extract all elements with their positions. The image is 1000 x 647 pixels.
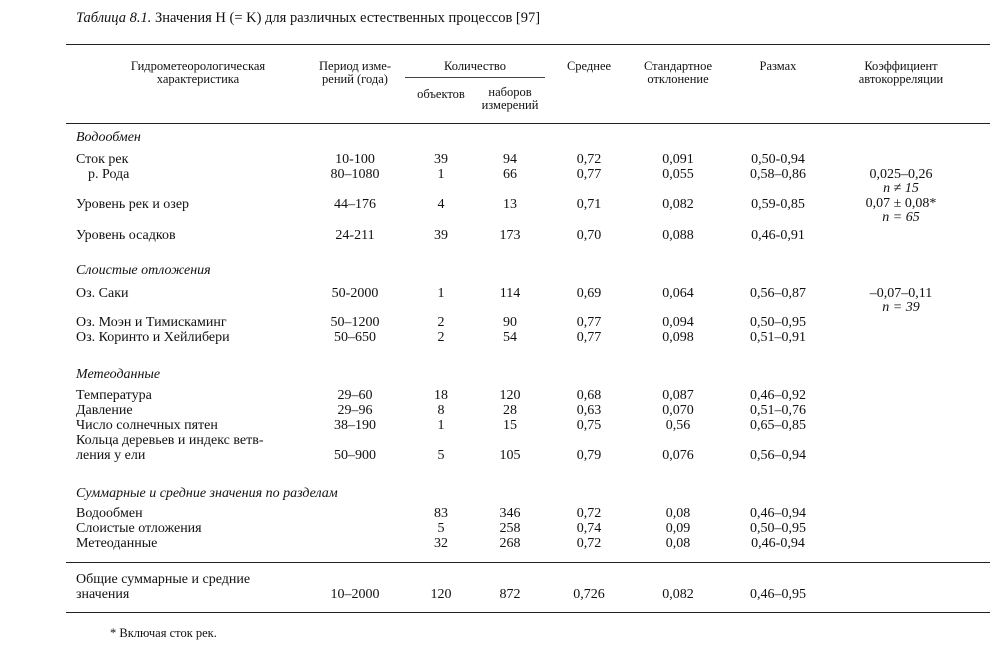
autocorr-a2: n ≠ 15 — [883, 181, 919, 196]
cell-std: 0,08 — [665, 536, 691, 551]
cell-mean: 0,71 — [576, 197, 602, 212]
header-period: Период изме- рений (года) — [319, 59, 391, 86]
header-range: Размах — [759, 59, 797, 73]
cell-range: 0,58–0,86 — [750, 167, 806, 182]
cell-name: Общие суммарные и средние — [76, 572, 251, 587]
cell-name-cont: ления у ели — [76, 448, 146, 463]
cell-mean: 0,69 — [576, 286, 602, 301]
cell-objects: 1 — [437, 286, 445, 301]
cell-name: Водообмен — [76, 506, 143, 521]
cell-std: 0,56 — [665, 418, 691, 433]
cell-objects: 39 — [434, 152, 448, 167]
cell-std: 0,055 — [662, 167, 694, 182]
cell-objects: 1 — [437, 167, 445, 182]
cell-name: Температура — [76, 388, 152, 403]
cell-sets: 66 — [503, 167, 517, 182]
cell-mean: 0,77 — [576, 330, 602, 345]
cell-mean: 0,68 — [576, 388, 602, 403]
cell-mean: 0,726 — [573, 587, 605, 602]
cell-sets: 15 — [503, 418, 517, 433]
cell-sets: 120 — [499, 388, 521, 403]
cell-range: 0,59-0,85 — [751, 197, 805, 212]
cell-period: 50–900 — [334, 448, 376, 463]
header-bottom-rule — [66, 123, 990, 124]
cell-objects: 5 — [437, 521, 445, 536]
header-characteristic: Гидрометеорологическая характеристика — [130, 59, 266, 86]
cell-name-cont: значения — [76, 587, 130, 602]
cell-range: 0,56–0,87 — [750, 286, 806, 301]
table-caption — [76, 10, 540, 27]
header-quantity: Количество — [444, 59, 506, 73]
cell-range: 0,51–0,91 — [750, 330, 806, 345]
cell-sets: 872 — [499, 587, 521, 602]
cell-period: 38–190 — [334, 418, 376, 433]
cell-std: 0,076 — [662, 448, 694, 463]
cell-name: р. Рода — [88, 167, 130, 182]
cell-mean: 0,70 — [576, 228, 602, 243]
cell-sets: 90 — [503, 315, 517, 330]
cell-period: 24-211 — [335, 228, 375, 243]
cell-sets: 28 — [503, 403, 517, 418]
cell-name: Уровень рек и озер — [76, 197, 190, 212]
cell-std: 0,091 — [662, 152, 694, 167]
cell-std: 0,064 — [662, 286, 694, 301]
cell-std: 0,082 — [662, 197, 694, 212]
cell-range: 0,51–0,76 — [750, 403, 806, 418]
autocorr-a3: 0,07 ± 0,08* — [865, 196, 937, 211]
cell-mean: 0,77 — [576, 167, 602, 182]
cell-name: Оз. Саки — [76, 286, 129, 301]
autocorr-b2: n = 39 — [882, 300, 920, 315]
cell-objects: 2 — [437, 330, 445, 345]
autocorr-a4: n = 65 — [882, 210, 920, 225]
autocorr-a1: 0,025–0,26 — [869, 167, 933, 182]
caption-text: Значения H (= K) для различных естественных процессов [97] — [154, 10, 541, 26]
cell-objects: 120 — [430, 587, 452, 602]
quantity-subrule — [405, 77, 545, 78]
cell-name: Метеоданные — [76, 536, 158, 551]
header-autocorr: Коэффициент автокорреляции — [858, 59, 944, 86]
cell-period: 29–96 — [337, 403, 373, 418]
cell-std: 0,098 — [662, 330, 694, 345]
section-meteo: Метеоданные — [76, 367, 161, 382]
cell-mean: 0,72 — [576, 152, 602, 167]
cell-std: 0,082 — [662, 587, 694, 602]
cell-period: 10–2000 — [330, 587, 380, 602]
cell-sets: 268 — [499, 536, 521, 551]
cell-range: 0,50–0,95 — [750, 315, 806, 330]
summary-rule — [66, 562, 990, 563]
cell-sets: 346 — [499, 506, 521, 521]
cell-std: 0,09 — [665, 521, 691, 536]
cell-mean: 0,72 — [576, 506, 602, 521]
cell-range: 0,46–0,94 — [750, 506, 806, 521]
cell-period: 80–1080 — [330, 167, 380, 182]
cell-sets: 258 — [499, 521, 521, 536]
cell-objects: 1 — [437, 418, 445, 433]
cell-objects: 18 — [434, 388, 448, 403]
cell-std: 0,088 — [662, 228, 694, 243]
header-mean: Среднее — [566, 59, 612, 73]
cell-period: 10-100 — [335, 152, 375, 167]
cell-objects: 5 — [437, 448, 445, 463]
cell-std: 0,087 — [662, 388, 694, 403]
cell-name: Кольца деревьев и индекс ветв- — [76, 433, 264, 448]
caption-label: Таблица 8.1. — [76, 10, 152, 26]
cell-std: 0,094 — [662, 315, 694, 330]
cell-sets: 173 — [499, 228, 521, 243]
cell-period: 50–650 — [334, 330, 376, 345]
header-std: Стандартное отклонение — [643, 59, 713, 86]
cell-name: Число солнечных пятен — [76, 418, 218, 433]
cell-objects: 4 — [437, 197, 445, 212]
cell-sets: 13 — [503, 197, 517, 212]
cell-name: Оз. Коринто и Хейлибери — [76, 330, 230, 345]
cell-range: 0,50–0,95 — [750, 521, 806, 536]
cell-period: 44–176 — [334, 197, 376, 212]
section-water: Водообмен — [76, 130, 141, 145]
cell-period: 50-2000 — [331, 286, 379, 301]
cell-range: 0,46-0,94 — [751, 536, 805, 551]
cell-period: 50–1200 — [330, 315, 380, 330]
cell-objects: 8 — [437, 403, 445, 418]
cell-period: 29–60 — [337, 388, 373, 403]
cell-name: Оз. Моэн и Тимискаминг — [76, 315, 227, 330]
header-sets: наборов измерений — [481, 85, 539, 112]
header-objects: объектов — [417, 87, 465, 101]
cell-range: 0,50-0,94 — [751, 152, 805, 167]
cell-mean: 0,63 — [576, 403, 602, 418]
cell-name: Давление — [76, 403, 133, 418]
cell-objects: 2 — [437, 315, 445, 330]
autocorr-b1: –0,07–0,11 — [869, 286, 933, 301]
cell-objects: 32 — [434, 536, 448, 551]
cell-objects: 83 — [434, 506, 448, 521]
cell-sets: 114 — [499, 286, 521, 301]
bottom-rule — [66, 612, 990, 613]
cell-mean: 0,75 — [576, 418, 602, 433]
cell-mean: 0,74 — [576, 521, 602, 536]
cell-std: 0,08 — [665, 506, 691, 521]
cell-sets: 105 — [499, 448, 521, 463]
cell-sets: 54 — [503, 330, 517, 345]
cell-name: Слоистые отложения — [76, 521, 202, 536]
top-rule — [66, 44, 990, 45]
cell-sets: 94 — [503, 152, 517, 167]
cell-mean: 0,72 — [576, 536, 602, 551]
cell-range: 0,56–0,94 — [750, 448, 806, 463]
cell-name: Уровень осадков — [76, 228, 176, 243]
cell-std: 0,070 — [662, 403, 694, 418]
section-sediments: Слоистые отложения — [76, 263, 211, 278]
cell-mean: 0,77 — [576, 315, 602, 330]
cell-range: 0,46-0,91 — [751, 228, 805, 243]
cell-range: 0,46–0,95 — [750, 587, 806, 602]
cell-mean: 0,79 — [576, 448, 602, 463]
cell-range: 0,46–0,92 — [750, 388, 806, 403]
cell-name: Сток рек — [76, 152, 129, 167]
cell-objects: 39 — [434, 228, 448, 243]
section-summary: Суммарные и средние значения по разделам — [76, 486, 338, 501]
footnote: * Включая сток рек. — [110, 626, 217, 640]
cell-range: 0,65–0,85 — [750, 418, 806, 433]
